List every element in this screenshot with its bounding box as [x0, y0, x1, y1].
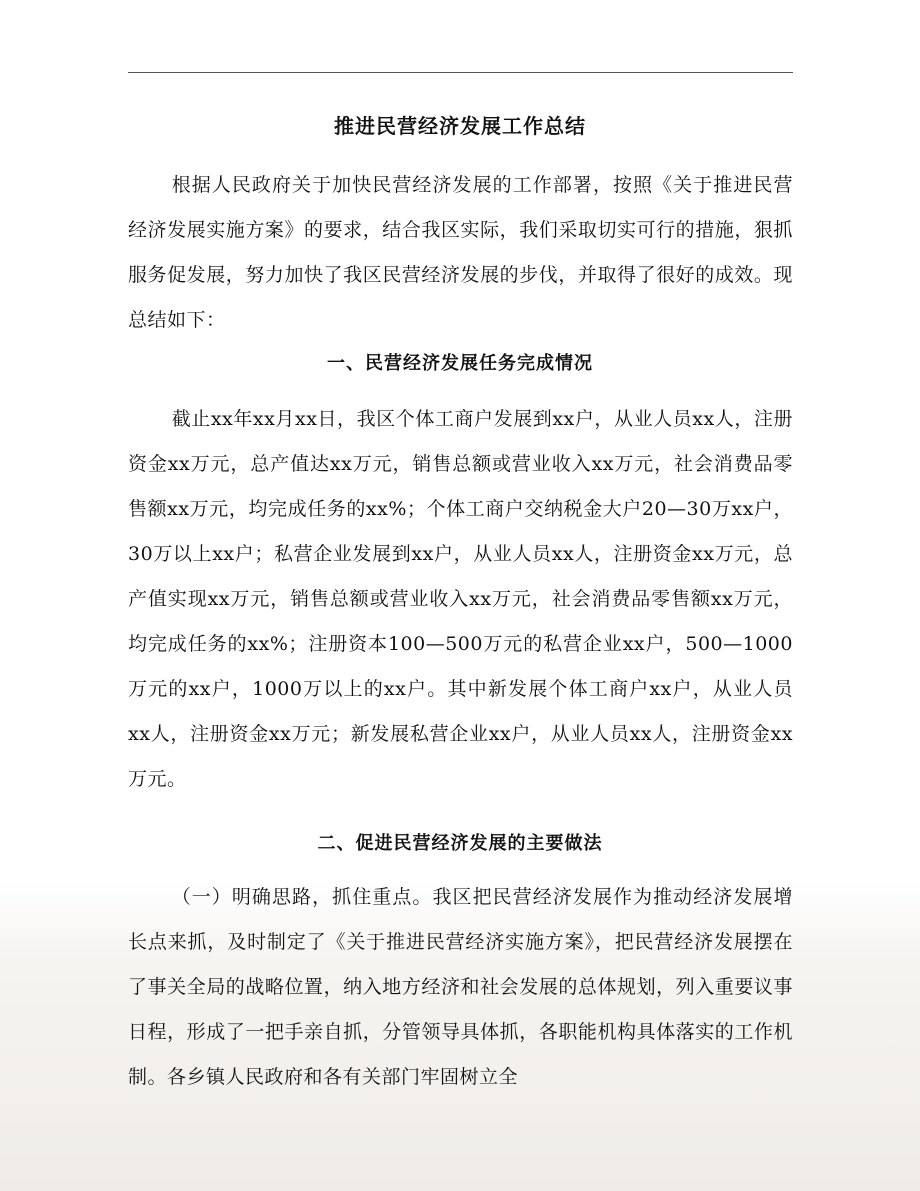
header-rule: [128, 72, 793, 73]
section-heading-2: 二、促进民营经济发展的主要做法: [317, 833, 603, 854]
document-title: 推进民营经济发展工作总结: [334, 114, 586, 138]
section-2-paragraph: （一）明确思路，抓住重点。我区把民营经济发展作为推动经济发展增长点来抓，及时制定了《关于推进民营经济实施方案》，把民营经济发展摆在了事关全局的战略位置，纳入地方经济和社会发展的总体规划，列入重要议事日程，形成了一把手亲自抓，分管领导具体抓，各职能机构具体落实的工作机制。各乡镇人民政府和各有关部门牢固树立全: [128, 886, 793, 1088]
section-1-paragraph: 截止xx年xx月xx日，我区个体工商户发展到xx户，从业人员xx人，注册资金xx万元，总产值达xx万元，销售总额或营业收入xx万元，社会消费品零售额xx万元，均完成任务的xx%；个体工商户交纳税金大户20—30万xx户，30万以上xx户；私营企业发展到xx户，从业人员xx人，注册资金xx万元，总产值实现xx万元，销售总额或营业收入xx万元，社会消费品零售额xx万元，均完成任务的xx%；注册资本100—500万元的私营企业xx户，500—1000万元的xx户，1000万以上的xx户。其中新发展个体工商户xx户，从业人员xx人，注册资金xx万元；新发展私营企业xx户，从业人员xx人，注册资金xx万元。: [128, 408, 793, 790]
section-heading-1: 一、民营经济发展任务完成情况: [327, 353, 593, 374]
intro-paragraph: 根据人民政府关于加快民营经济发展的工作部署，按照《关于推进民营经济发展实施方案》的要求，结合我区实际，我们采取切实可行的措施，狠抓服务促发展，努力加快了我区民营经济发展的步伐，并取得了很好的成效。现总结如下：: [128, 174, 793, 331]
